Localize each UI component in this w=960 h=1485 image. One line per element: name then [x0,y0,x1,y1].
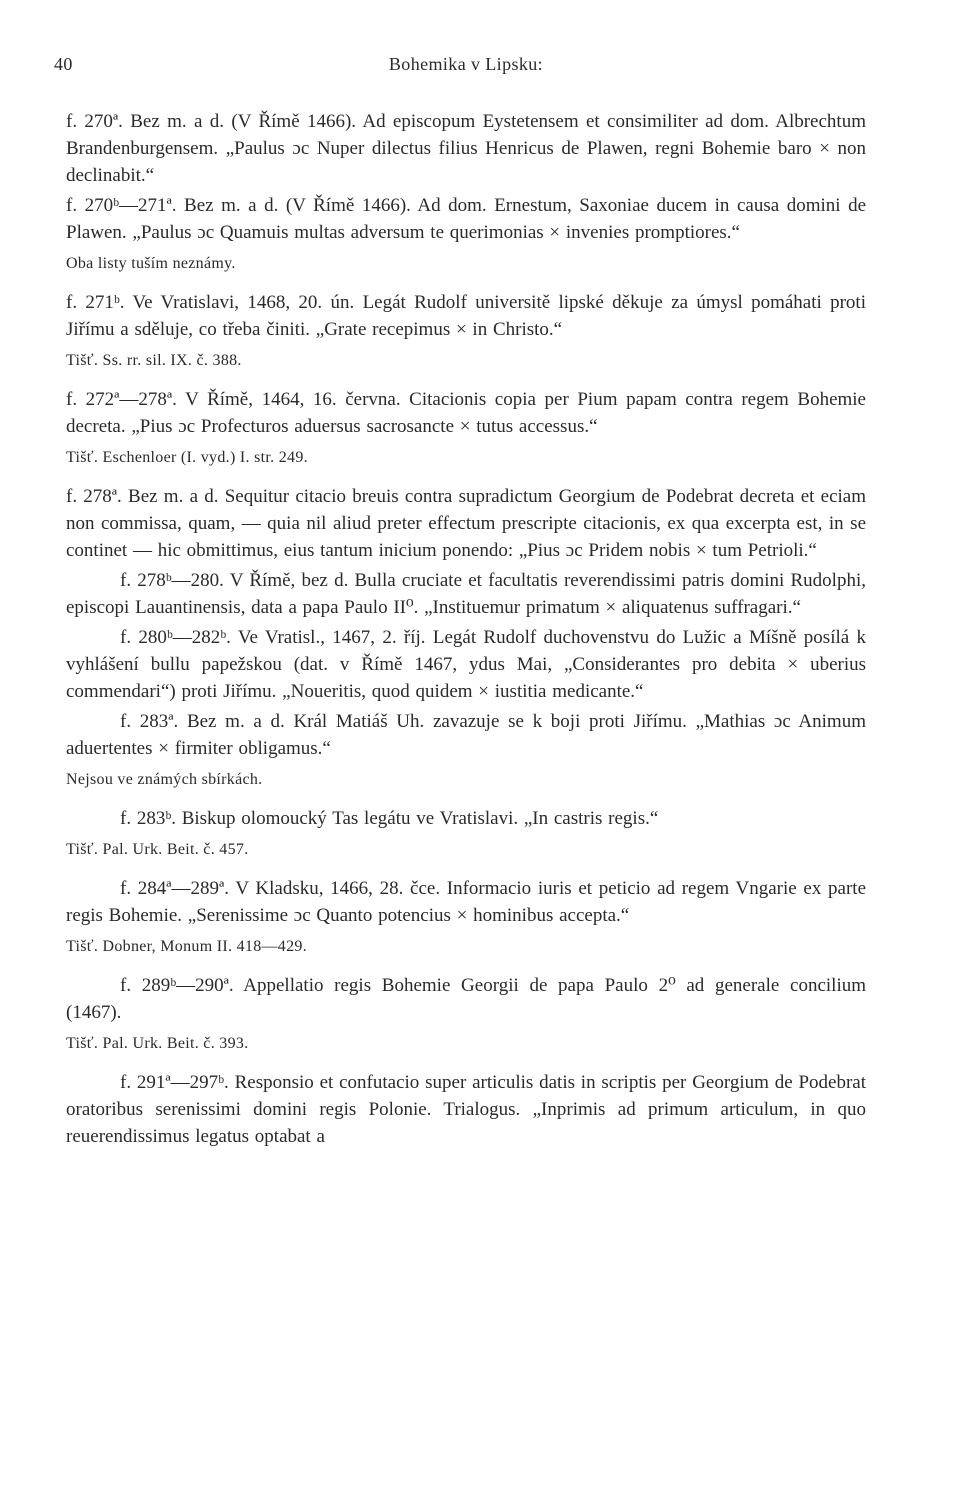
catalog-entry: f. 270ª. Bez m. a d. (V Římě 1466). Ad episcopum Eystetensem et consimiliter ad dom. Albrechtum Brandenburgensem. „Paulus ɔc Nuper dilectus filius Henricus de Plawen, regni Bohemie baro × non declinabit.“ [66,111,866,186]
bibliographic-note: Oba listy tuším neznámy. [66,255,236,272]
page-number: 40 [54,54,73,74]
bibliographic-note: Tišť. Pal. Urk. Beit. č. 457. [66,841,249,858]
document-body [66,108,866,1150]
bibliographic-note: Tišť. Dobner, Monum II. 418—429. [66,938,307,955]
bibliographic-note: Tišť. Ss. rr. sil. IX. č. 388. [66,352,242,369]
bibliographic-note: Tišť. Pal. Urk. Beit. č. 393. [66,1035,249,1052]
catalog-entry: f. 280ᵇ—282ᵇ. Ve Vratisl., 1467, 2. říj. Legát Rudolf duchovenstvu do Lužic a Míšně posílá k vyhlášení bullu papežskou (dat. v Římě 1467, ydus Mai, „Considerantes pro debita × uberius commendari“) proti Jiřímu. „Noueritis, quod quidem × iustitia medicante.“ [66,627,866,702]
catalog-entry: f. 278ᵇ—280. V Římě, bez d. Bulla cruciate et facultatis reverendissimi patris domini Rudolphi, episcopi Lauantinensis, data a papa Paulo II⁰. „Instituemur primatum × aliquatenus suffragari.“ [66,570,866,618]
catalog-entry: f. 284ª—289ª. V Kladsku, 1466, 28. čce. Informacio iuris et peticio ad regem Vngarie ex parte regis Bohemie. „Serenissime ɔc Quanto potencius × hominibus accepta.“ [66,878,866,926]
catalog-entry: f. 283ª. Bez m. a d. Král Matiáš Uh. zavazuje se k boji proti Jiřímu. „Mathias ɔc Animum aduertentes × firmiter obligamus.“ [66,711,866,759]
running-title: Bohemika v Lipsku: [388,54,544,74]
catalog-entry: f. 291ª—297ᵇ. Responsio et confutacio super articulis datis in scriptis per Georgium de Podebrat oratoribus serenissimi domini regis Polonie. Trialogus. „Inprimis ad primum articulum, in quo reuerendissimus legatus optabat a [66,1072,866,1147]
catalog-entry: f. 278ª. Bez m. a d. Sequitur citacio breuis contra supradictum Georgium de Podebrat decreta et eciam non commissa, quam, — quia nil aliud preter effectum prescripte citacionis, ex qua excerpta est, in se continet — hic obmittimus, eius tantum inicium ponendo: „Pius ɔc Pridem nobis × tum Petrioli.“ [66,486,866,561]
running-head [54,42,866,76]
catalog-entry: f. 271ᵇ. Ve Vratislavi, 1468, 20. ún. Legát Rudolf universitě lipské děkuje za úmysl pomáhati proti Jiřímu a sděluje, co třeba činiti. „Grate recepimus × in Christo.“ [66,292,866,340]
bibliographic-note: Nejsou ve známých sbírkách. [66,771,263,788]
catalog-entry: f. 283ᵇ. Biskup olomoucký Tas legátu ve Vratislavi. „In castris regis.“ [120,808,659,829]
catalog-entry: f. 270ᵇ—271ª. Bez m. a d. (V Římě 1466). Ad dom. Ernestum, Saxoniae ducem in causa domini de Plawen. „Paulus ɔc Quamuis multas adversum te querimonias × invenies promptiores.“ [66,195,866,243]
bibliographic-note: Tišť. Eschenloer (I. vyd.) I. str. 249. [66,449,308,466]
catalog-entry: f. 289ᵇ—290ª. Appellatio regis Bohemie Georgii de papa Paulo 2⁰ ad generale concilium (1467). [66,975,866,1023]
catalog-entry: f. 272ª—278ª. V Římě, 1464, 16. června. Citacionis copia per Pium papam contra regem Bohemie decreta. „Pius ɔc Profecturos aduersus sacrosancte × tutus accessus.“ [66,389,866,437]
